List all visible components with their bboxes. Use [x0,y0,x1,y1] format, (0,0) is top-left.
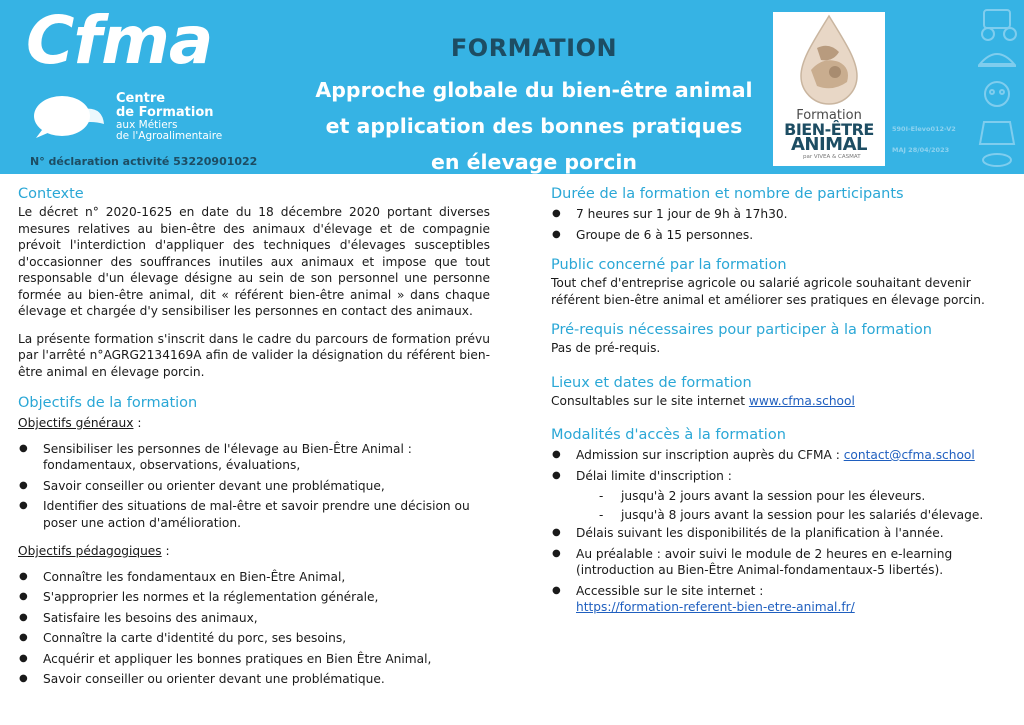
list-item: ● Délai limite d'inscription : [551,468,1011,485]
badge-line-animal: ANIMAL [790,134,867,155]
list-item: ● Satisfaire les besoins des animaux, [18,610,490,627]
list-item: ● Accessible sur le site internet : https://formation-referent-bien-etre-animal.fr/ [551,583,1011,616]
list-item: ● Admission sur inscription auprès du CFMA : contact@cfma.school [551,447,1011,464]
modalites-heading: Modalités d'accès à la formation [551,427,786,443]
animal-drop-icon [773,12,885,108]
badge-line-formation: Formation [796,108,862,123]
decorative-farm-icons [970,4,1024,170]
list-item: ● Sensibiliser les personnes de l'élevage au Bien-Être Animal : fondamentaux, observations, évaluations, [18,441,490,474]
duree-heading: Durée de la formation et nombre de participants [551,186,904,202]
public-heading: Public concerné par la formation [551,257,787,273]
contexte-paragraph-1: Le décret n° 2020-1625 en date du 18 décembre 2020 portant diverses mesures relatives au bien-être des animaux d'élevage et de compagnie prévoit l'interdiction d'appliquer des techniques d'élevages susceptibles d'occasionner des souffrances inutiles aux animaux et impose que tout responsable d'un élevage désigne au sein de son personnel une personne formée au bien-être animal, dit « référent bien-être animal » dans chaque élevage et chargée d'y sensibiliser les personnes en contact des animaux. [18,205,490,318]
formation-website-link[interactable]: https://formation-referent-bien-etre-animal.fr/ [576,600,855,614]
header-band [0,0,1024,174]
list-item: ● Identifier des situations de mal-être et savoir prendre une décision ou poser une action d'amélioration. [18,498,490,531]
list-item: ● Connaître la carte d'identité du porc, ses besoins, [18,630,490,647]
right-column [551,186,1011,620]
cfma-logo-subtitle: Centre de Formation aux Métiers de l'Agroalimentaire [116,91,223,143]
list-item: ● 7 heures sur 1 jour de 9h à 17h30. [551,206,1011,223]
list-item: - jusqu'à 2 jours avant la session pour les éleveurs. [551,488,1011,505]
list-item: ● Connaître les fondamentaux en Bien-Être Animal, [18,569,490,586]
cfma-logo-text: Cfma [26,2,213,79]
speech-bubble-logo-icon [32,94,106,138]
objectifs-pedagogiques-label: Objectifs pédagogiques : [18,544,170,558]
objectifs-generaux-list [18,441,490,532]
modalites-list [551,447,1011,616]
badge-line-bien-etre: BIEN-ÊTRE [784,120,874,139]
duree-list [551,206,1011,243]
prerequis-text: Pas de pré-requis. [551,341,661,355]
public-text: Tout chef d'entreprise agricole ou salarié agricole souhaitant devenir référent bien-être animal et améliorer ses pratiques en élevage porcin. [551,276,985,307]
list-item: ● Acquérir et appliquer les bonnes pratiques en Bien Être Animal, [18,651,490,668]
document-reference: 590I-Elevo012-V2 [892,125,956,133]
lieux-text: Consultables sur le site internet www.cfma.school [551,393,855,408]
objectifs-pedagogiques-list [18,569,490,688]
list-item: - jusqu'à 8 jours avant la session pour les salariés d'élevage. [551,507,1011,524]
formation-label: FORMATION [450,34,618,62]
objectifs-generaux-label: Objectifs généraux : [18,416,142,430]
objectifs-heading: Objectifs de la formation [18,395,198,411]
left-column [18,186,490,692]
list-item: ● Savoir conseiller ou orienter devant une problématique. [18,671,490,688]
list-item: ● Groupe de 6 à 15 personnes. [551,227,1011,244]
cfma-website-link[interactable]: www.cfma.school [748,393,855,408]
list-item: ● Savoir conseiller ou orienter devant une problématique, [18,478,490,495]
badge-sponsors: par VIVEA & CASMAT [803,154,861,160]
prerequis-heading: Pré-requis nécessaires pour participer à la formation [551,322,932,338]
list-item: ● Au préalable : avoir suivi le module de 2 heures en e-learning (introduction au Bien-Être Animal-fondamentaux-5 libertés). [551,546,1011,579]
contexte-paragraph-2: La présente formation s'inscrit dans le cadre du parcours de formation prévu par l'arrêté n°AGRG2134169A afin de valider la désignation du référent bien-être animal en élevage porcin. [18,331,490,379]
bien-etre-animal-badge [773,12,885,166]
lieux-heading: Lieux et dates de formation [551,374,752,391]
update-date: MAJ 28/04/2023 [892,146,950,154]
contexte-heading: Contexte [18,186,84,202]
list-item: ● Délais suivant les disponibilités de la planification à l'année. [551,525,1011,542]
declaration-number: N° déclaration activité 53220901022 [30,155,258,168]
list-item: ● S'approprier les normes et la réglementation générale, [18,589,490,606]
formation-title: Approche globale du bien-être animal et application des bonnes pratiques en élevage porcin [315,78,753,174]
contact-email-link[interactable]: contact@cfma.school [843,448,975,462]
